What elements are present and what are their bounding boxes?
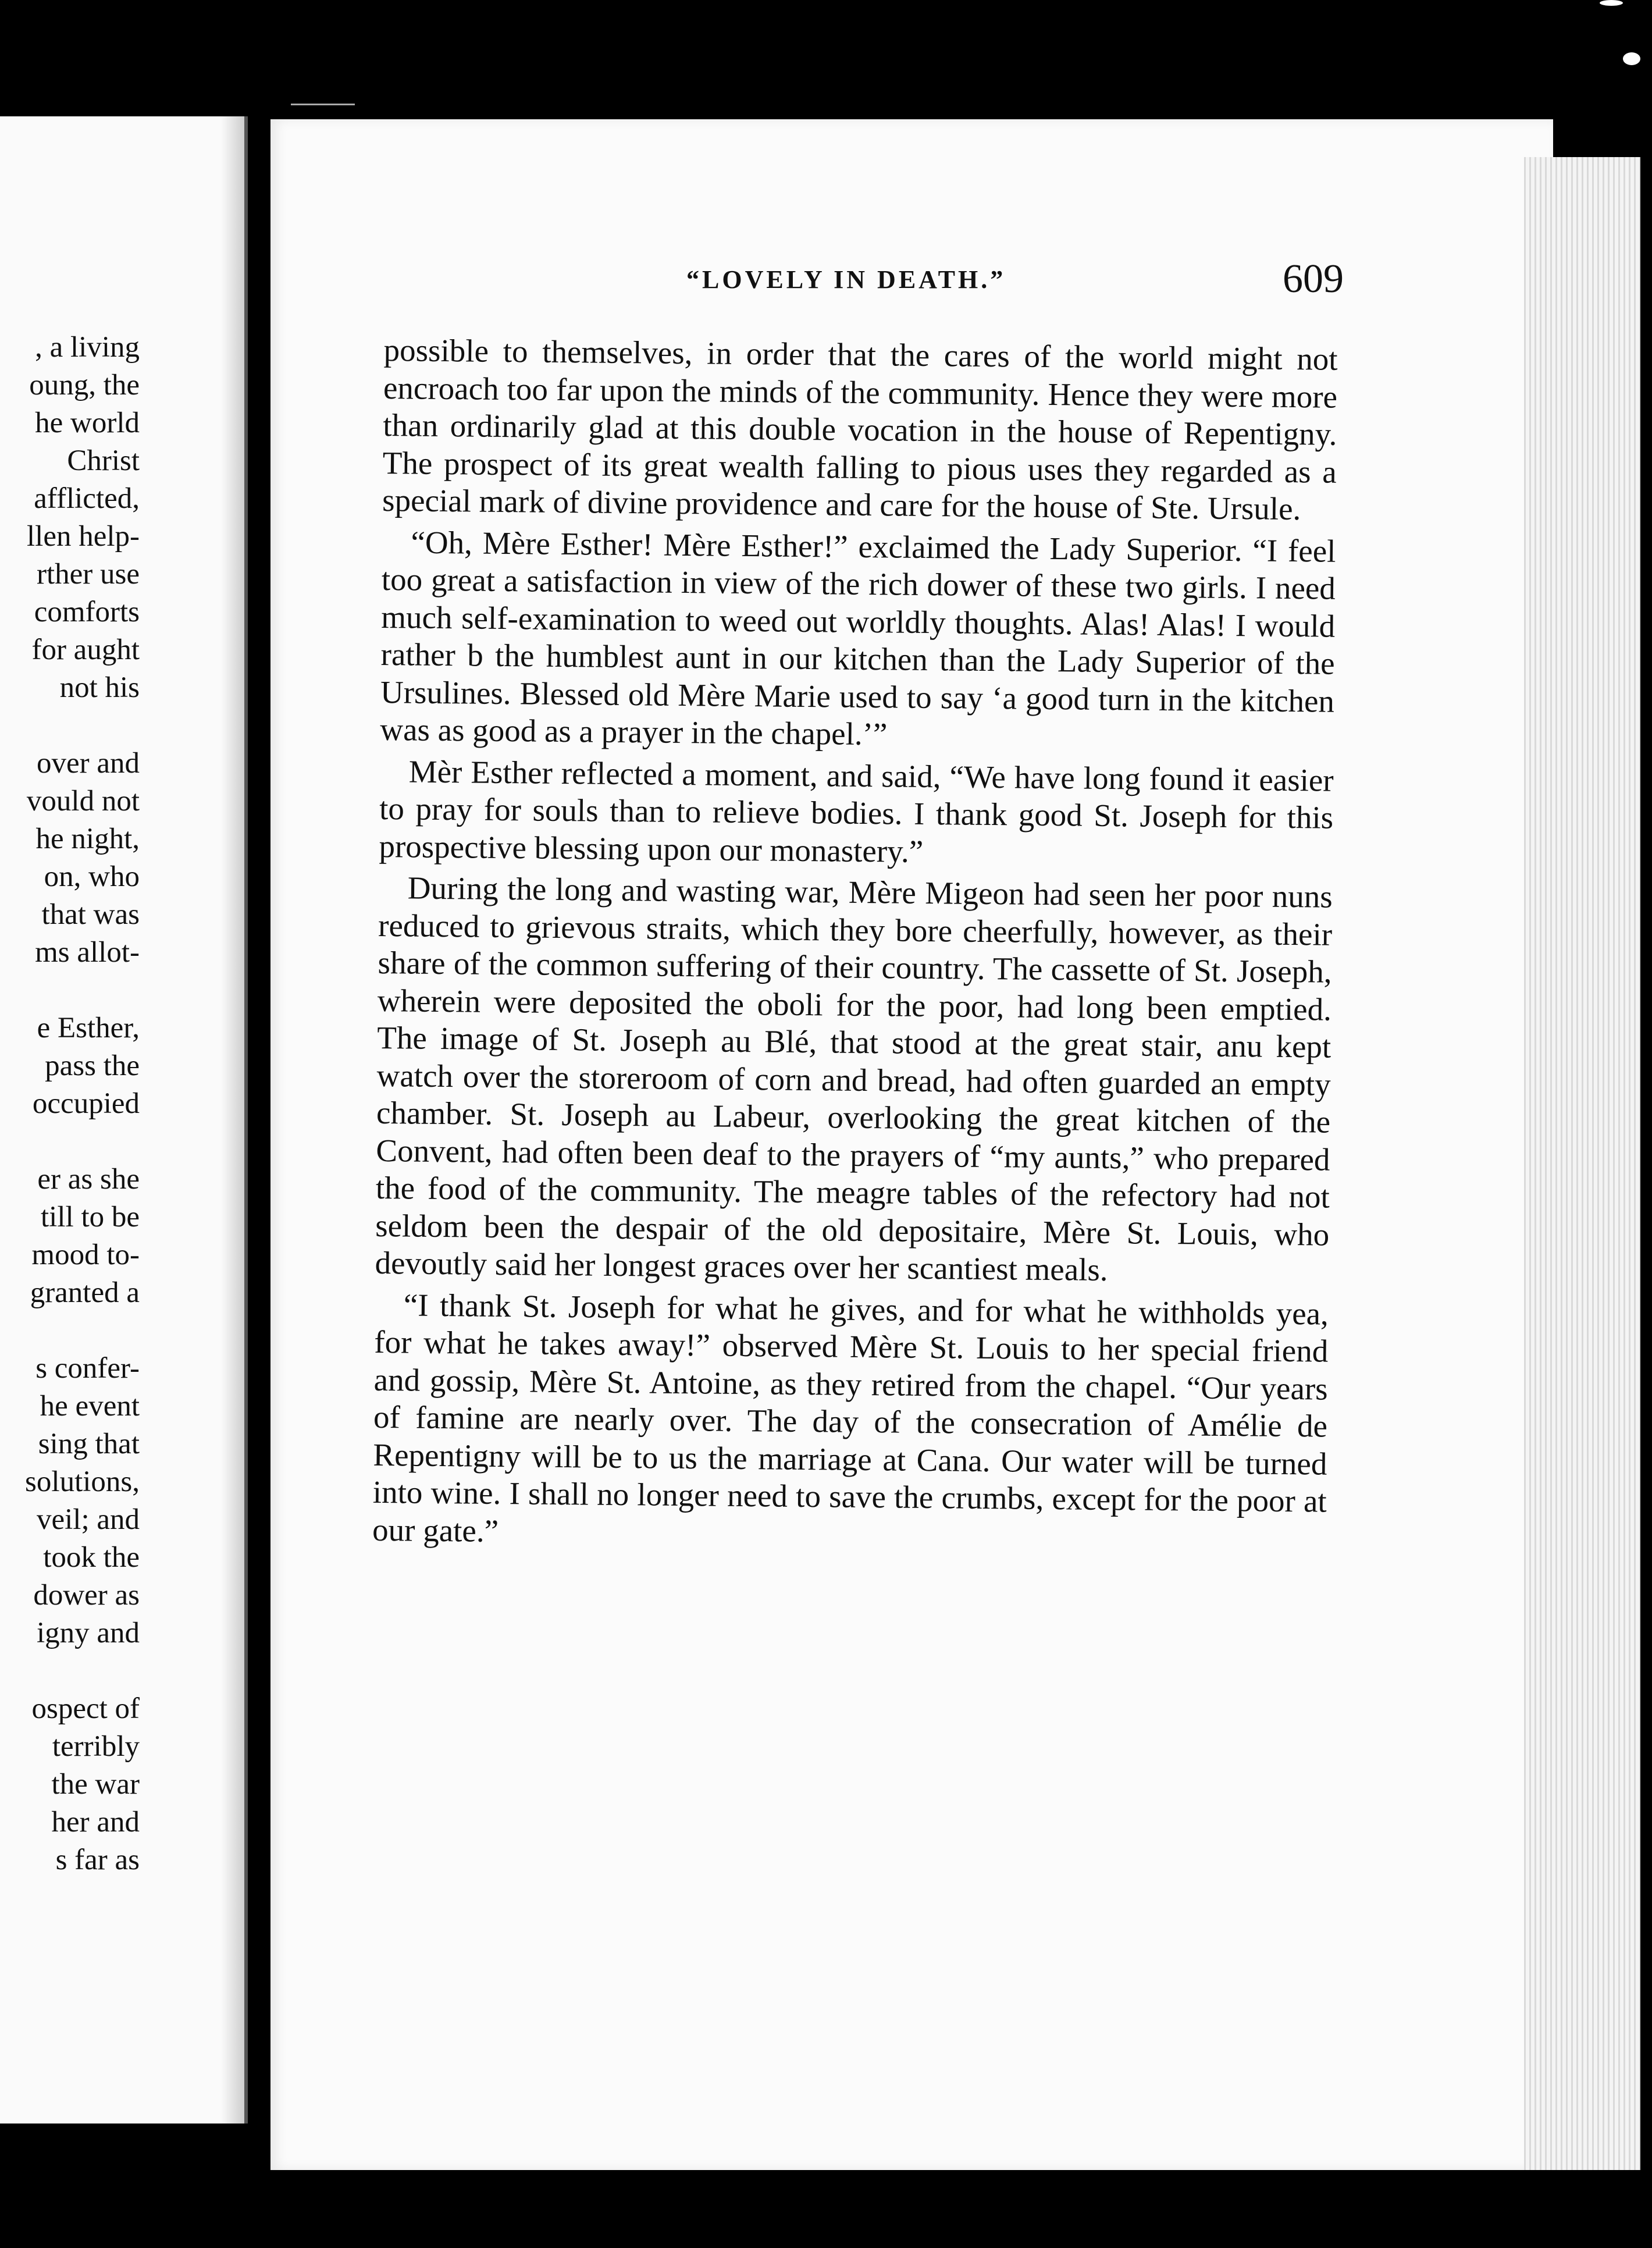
- left-page-line: her and: [51, 1806, 140, 1838]
- left-page-line: he event: [40, 1390, 140, 1422]
- left-page-line: occupied: [32, 1087, 140, 1120]
- paragraph: Mèr Esther reflected a moment, and said, “We have long found it easier to pray for souls than to relieve bodies. I thank good St. Joseph for this prospective blessing upon our monastery.”: [379, 753, 1334, 869]
- left-page-line: dower as: [33, 1579, 140, 1612]
- left-page-line: er as she: [37, 1163, 140, 1196]
- left-page-line: [0, 707, 140, 745]
- left-page-line: Christ: [67, 444, 140, 477]
- gutter-shadow: [221, 116, 244, 2123]
- left-page-line: ospect of: [31, 1692, 140, 1725]
- body-text: [372, 332, 1338, 1562]
- page-edges: [1524, 157, 1640, 2170]
- scan-speck: [1600, 0, 1623, 6]
- left-page-line: solutions,: [25, 1466, 140, 1498]
- page-mark: [291, 104, 355, 105]
- left-page-line: on, who: [44, 860, 140, 893]
- left-page-line: comforts: [34, 596, 140, 628]
- left-page-line: llen help-: [26, 520, 140, 553]
- left-page-line: terribly: [52, 1730, 140, 1763]
- left-page-line: s confer-: [35, 1352, 140, 1385]
- running-head: “LOVELY IN DEATH.”: [686, 265, 1006, 294]
- left-page-line: mood to-: [31, 1239, 140, 1271]
- left-page-line: e Esther,: [37, 1012, 140, 1044]
- left-page-line: , a living: [35, 331, 140, 364]
- left-page-line: he night,: [35, 823, 140, 855]
- left-page-line: rther use: [36, 558, 140, 591]
- left-page-line: granted a: [30, 1276, 140, 1309]
- left-page-line: oung, the: [29, 369, 140, 401]
- paragraph: During the long and wasting war, Mère Migeon had seen her poor nuns reduced to grievous straits, which they bore cheerfully, however, as their share of the common suffering of their country. The cassette of St. Joseph, wherein were deposited the oboli for the poor, had long been emptied. The image of St. Joseph au Blé, that stood at the great stair, anu kept watch over the storeroom of corn and bread, had often guarded an empty chamber. St. Joseph au Labeur, overlooking the great kitchen of the Convent, had often been deaf to the prayers of “my aunts,” who prepared the food of the community. The meagre tables of the refectory had not seldom been the despair of the old depositaire, Mère St. Louis, who devoutly said her longest graces over her scantiest meals.: [375, 870, 1333, 1288]
- left-page-line: that was: [41, 898, 140, 931]
- left-page-line: not his: [59, 671, 140, 704]
- left-page-line: [0, 1312, 140, 1350]
- left-page-text: [0, 329, 140, 1879]
- left-facing-page: [0, 116, 248, 2123]
- left-page-line: for aught: [31, 634, 140, 666]
- left-page-line: [0, 1123, 140, 1161]
- left-page-line: over and: [36, 747, 140, 780]
- left-page-line: pass the: [45, 1050, 140, 1082]
- left-page-line: veil; and: [36, 1503, 140, 1536]
- left-page-line: vould not: [26, 785, 140, 817]
- scan-speck: [1623, 52, 1640, 65]
- page-number: 609: [1283, 257, 1344, 301]
- left-page-line: till to be: [41, 1201, 140, 1233]
- paragraph: possible to themselves, in order that the cares of the world might not encroach too far upon the minds of the community. Hence they were more than ordinarily glad at this double vocation in the house of Repentigny. The prospect of its great wealth falling to pious uses they regarded as a special mark of divine providence and care for the house of Ste. Ursule.: [382, 332, 1338, 527]
- paragraph: “I thank St. Joseph for what he gives, and for what he withholds yea, for what he takes away!” observed Mère St. Louis to her special friend and gossip, Mère St. Antoine, as they retired from the chapel. “Our years of famine are nearly over. The day of the consecration of Amélie de Repentigny will be to us the marriage at Cana. Our water will be turned into wine. I shall no longer need to save the crumbs, except for the poor at our gate.”: [372, 1286, 1329, 1549]
- left-page-line: s far as: [55, 1844, 140, 1876]
- left-page-line: the war: [51, 1768, 140, 1801]
- left-page-line: [0, 1652, 140, 1690]
- left-page-line: igny and: [36, 1617, 140, 1649]
- paragraph: “Oh, Mère Esther! Mère Esther!” exclaimed the Lady Superior. “I feel too great a satisfaction in view of the rich dower of these two girls. I need much self-examination to weed out worldly thoughts. Alas! Alas! I would rather b the humblest aunt in our kitchen than the Lady Superior of the Ursulines. Blessed old Mère Marie used to say ‘a good turn in the kitchen was as good as a prayer in the chapel.’”: [380, 524, 1336, 752]
- left-page-line: he world: [35, 407, 140, 439]
- left-page-line: afflicted,: [34, 482, 140, 515]
- left-page-line: took the: [43, 1541, 140, 1574]
- left-page-line: sing that: [38, 1428, 140, 1460]
- left-page-line: ms allot-: [35, 936, 140, 969]
- left-page-line: [0, 972, 140, 1009]
